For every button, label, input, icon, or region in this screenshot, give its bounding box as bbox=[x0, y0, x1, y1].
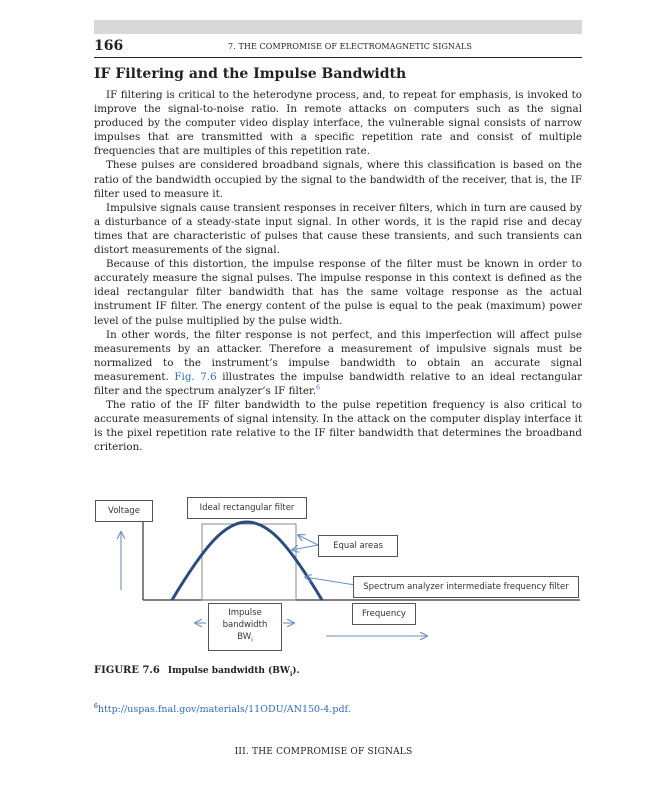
impulse-label-line1: Impulse bbox=[228, 608, 262, 619]
impulse-label-line3 bbox=[237, 631, 253, 647]
frequency-label: Frequency bbox=[352, 603, 416, 625]
footnote-url[interactable]: http://uspas.fnal.gov/materials/11ODU/AN150-4.pdf. bbox=[97, 704, 351, 715]
caption-label: FIGURE 7.6 bbox=[94, 665, 160, 676]
impulse-label-line2: bandwidth bbox=[222, 620, 268, 631]
page-footer: III. THE COMPROMISE OF SIGNALS bbox=[234, 747, 413, 757]
caption-main: Impulse bandwidth (BW bbox=[167, 666, 291, 676]
footnote-marker: 6 bbox=[94, 702, 98, 710]
impulse-bandwidth-label bbox=[208, 603, 282, 651]
if-filter-curve bbox=[172, 522, 322, 600]
running-head: 7. THE COMPROMISE OF ELECTROMAGNETIC SIGNALS bbox=[228, 42, 472, 51]
equal-areas-arrow-1 bbox=[298, 535, 318, 545]
paragraph-5-text-end: illustrates the impulse bandwidth relative to an ideal rectangular filter and the spectrum analyzer’s IF filter. bbox=[94, 370, 583, 397]
footnote-ref[interactable]: 6 bbox=[316, 384, 320, 392]
footnote bbox=[94, 704, 351, 715]
bw-text: BW bbox=[237, 632, 252, 643]
caption-end: ). bbox=[292, 666, 300, 676]
section-title: IF Filtering and the Impulse Bandwidth bbox=[94, 66, 407, 82]
paragraph-2: These pulses are considered broadband signals, where this classification is based on the ratio of the bandwidth occupied by the signal to the bandwidth of the receiver, that is, the IF filter used to measure it. bbox=[94, 159, 582, 200]
figure-caption bbox=[94, 665, 300, 678]
spectrum-filter-label: Spectrum analyzer intermediate frequency filter bbox=[353, 576, 579, 598]
caption-subscript: i bbox=[290, 670, 293, 678]
paragraph-4: Because of this distortion, the impulse response of the filter must be known in order to accurately measure the signal pulses. The impulse response in this context is defined as the ideal rectangular filter bandwidth that has the same voltage response as the actual instrument IF filter. The energy content of the pulse is equal to the peak (maximum) power level of the pulse multiplied by the pulse width. bbox=[94, 258, 582, 327]
caption-text bbox=[168, 666, 300, 676]
paragraph-6: The ratio of the IF filter bandwidth to the pulse repetition frequency is also critical to accurate measurements of signal intensity. In the attack on the computer display interface it is the pixel repetition rate relative to the IF filter bandwidth that determines the broadband criterion. bbox=[94, 399, 582, 454]
ideal-filter-rect bbox=[202, 524, 296, 600]
equal-areas-label: Equal areas bbox=[318, 535, 398, 557]
paragraph-5-text: In other words, the filter response is not perfect, and this imperfection will affect pulse measurements by an attacker. Therefore a measurement of impulsive signals must be normalized to the instrument’s impulse bandwidth to obtain an accurate signal measurement. bbox=[94, 328, 582, 383]
ideal-filter-label: Ideal rectangular filter bbox=[187, 497, 307, 519]
figure-link[interactable]: Fig. 7.6 bbox=[174, 370, 217, 383]
paragraph-1: IF filtering is critical to the heterodyne process, and, to repeat for emphasis, is invoked to improve the signal-to-noise ratio. In remote attacks on computers such as the signal produced by the computer video display interface, the vulnerable signal consists of narrow impulses that are transmitted with a specific repetition rate and consist of multiple frequencies that are multiples of this repetition rate. bbox=[94, 89, 582, 158]
voltage-label: Voltage bbox=[95, 500, 153, 522]
paragraph-3: Impulsive signals cause transient responses in receiver filters, which in turn are caused by a disturbance of a steady-state input signal. In other words, it is the rapid rise and decay times that are characteristic of pulses that cause these transients, and such transients can distort measurements of the signal. bbox=[94, 201, 582, 257]
bw-subscript: i bbox=[251, 636, 253, 644]
page-number: 166 bbox=[94, 38, 124, 54]
